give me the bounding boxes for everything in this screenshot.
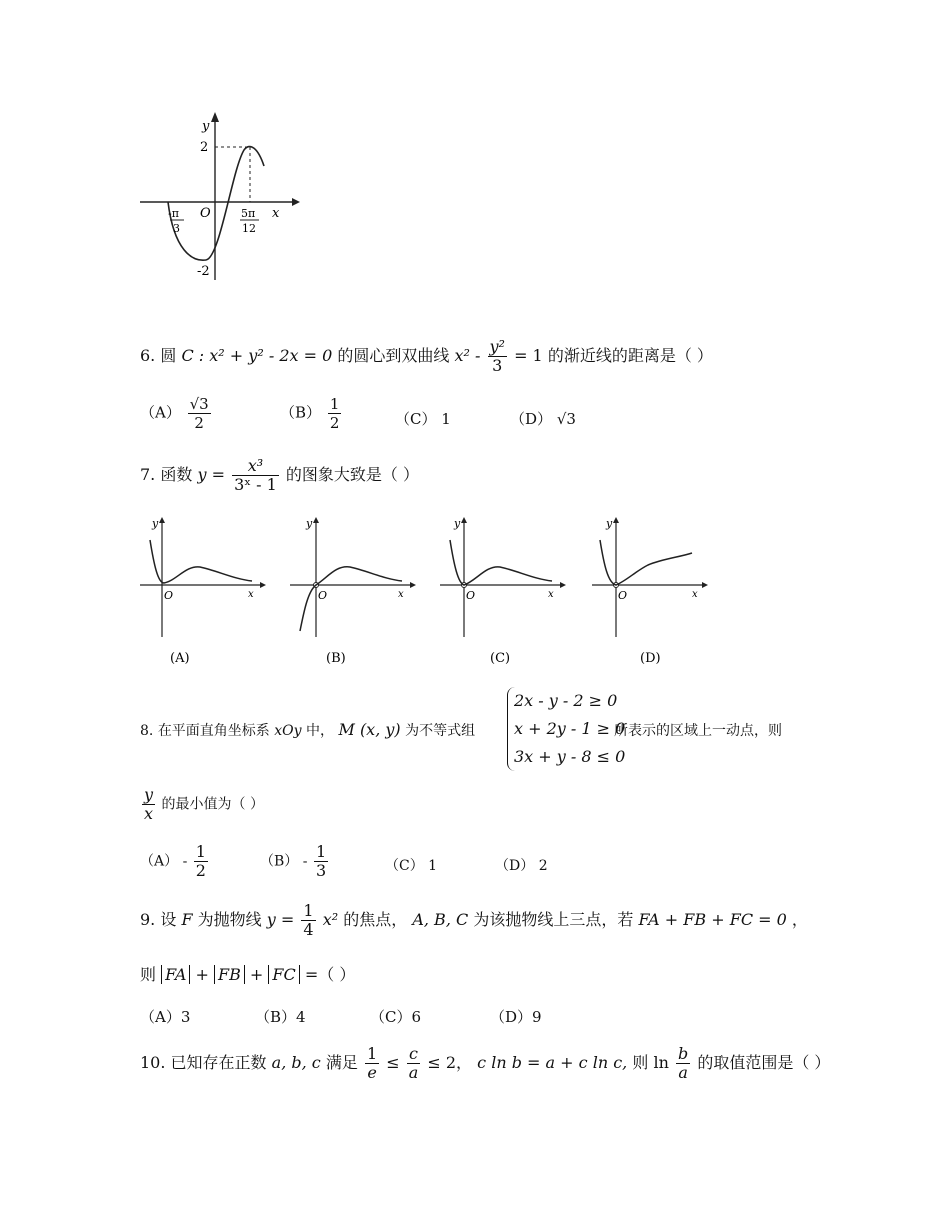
q8-inequality-3: 3x + y - 8 ≤ 0 xyxy=(514,747,626,766)
q9-line2-b: =（ ） xyxy=(304,965,356,984)
q6-text-a: 圆 xyxy=(160,346,177,365)
q8-option-d-label: （D） xyxy=(495,858,535,874)
q10-f3-num: b xyxy=(677,1044,689,1063)
q8-ratio-fraction xyxy=(142,786,155,823)
q7-text-a: 函数 xyxy=(160,465,193,484)
q9-focus: F xyxy=(181,910,193,929)
q10-f1-num: 1 xyxy=(366,1044,378,1063)
q9-plus-1: + xyxy=(195,965,209,984)
question-8-line2 xyxy=(140,786,264,823)
q9-text-a: 设 xyxy=(160,910,177,929)
q7-number: 7. xyxy=(140,465,156,484)
q6-option-a-num: √3 xyxy=(189,395,209,413)
question-9-line1 xyxy=(140,902,808,939)
q10-text-a: 已知存在正数 xyxy=(170,1053,267,1072)
q8-option-b-sign: - xyxy=(302,853,308,870)
q9-text-c: 的焦点， xyxy=(343,910,408,929)
q9-line2-a: 则 xyxy=(140,965,157,984)
q10-text-c: 则 xyxy=(632,1053,649,1072)
q9-abs-fa: FA xyxy=(161,965,190,984)
q8-option-a-fraction xyxy=(194,843,208,880)
q8-option-a xyxy=(140,843,210,880)
q10-equation: c ln b = a + c ln c, xyxy=(477,1053,628,1072)
q7-text-b: 的图象大致是（ ） xyxy=(285,465,419,484)
q6-text-c: 的渐近线的距离是（ ） xyxy=(547,346,713,365)
sine-graph-figure xyxy=(140,110,300,290)
q6-option-a-den: 2 xyxy=(194,414,204,432)
q8-option-d-value: 2 xyxy=(538,858,548,874)
q6-text-b: 的圆心到双曲线 xyxy=(337,346,450,365)
sine-x-left-num: -π xyxy=(168,207,179,220)
q6-option-a xyxy=(140,395,213,432)
q6-option-d-label: （D） xyxy=(510,410,553,428)
q10-f2-num: c xyxy=(407,1045,421,1064)
q8-option-a-den: 2 xyxy=(195,861,206,880)
q6-option-b xyxy=(280,395,343,432)
q10-fraction-3 xyxy=(676,1045,690,1082)
q6-option-b-den: 2 xyxy=(329,414,340,432)
q10-f2-den: a xyxy=(408,1063,419,1082)
sine-x-label: x xyxy=(272,206,280,221)
q8-option-c-value: 1 xyxy=(428,858,438,874)
q7-b-o: O xyxy=(318,589,328,602)
q8-option-a-num: 1 xyxy=(195,842,206,861)
q6-option-c-label: （C） xyxy=(395,410,437,428)
q9-plus-2: + xyxy=(249,965,264,984)
q6-option-b-fraction xyxy=(328,395,342,432)
q6-hyp-num: y² xyxy=(489,337,505,356)
question-10 xyxy=(140,1045,830,1082)
q9-text-d: 为该抛物线上三点，若 xyxy=(473,910,634,929)
q8-option-d xyxy=(495,855,548,875)
q8-point: M (x, y) xyxy=(338,720,401,739)
q10-le: ≤ xyxy=(386,1053,400,1072)
q8-option-b-label: （B） xyxy=(260,853,299,870)
sine-graph-svg xyxy=(140,110,300,290)
q8-option-a-sign: - xyxy=(182,853,188,870)
question-6 xyxy=(140,338,713,375)
q8-inequality-system xyxy=(507,687,625,771)
question-9-line2 xyxy=(140,962,355,985)
q8-ratio-den: x xyxy=(144,804,154,823)
q9-frac-den: 4 xyxy=(303,920,314,939)
q6-option-d-value: √3 xyxy=(556,410,576,428)
q10-number: 10. xyxy=(140,1053,166,1072)
q8-text-d: 所表示的区域上一动点，则 xyxy=(614,723,782,739)
question-8-line1 xyxy=(140,720,475,740)
q8-text-c: 为不等式组 xyxy=(405,723,476,739)
q6-circle-equation: C : x² + y² - 2x = 0 xyxy=(181,346,333,365)
q8-xoy: xOy xyxy=(274,723,302,739)
q6-hyperbola-left: x² - xyxy=(454,346,481,365)
q7-b-y: y xyxy=(306,517,313,530)
q7-b-x: x xyxy=(398,589,404,600)
q10-le2: ≤ 2， xyxy=(427,1053,473,1072)
q9-points: A, B, C xyxy=(412,910,469,929)
q7-graphs-svg xyxy=(140,515,730,675)
q9-eq-right: x² xyxy=(322,910,339,929)
q9-text-b: 为抛物线 xyxy=(197,910,262,929)
q6-option-a-fraction xyxy=(188,395,211,432)
q7-den: 3ˣ - 1 xyxy=(234,475,277,494)
q8-option-c xyxy=(385,855,437,875)
q10-text-d: 的取值范围是（ ） xyxy=(697,1053,831,1072)
q9-eq-left: y = xyxy=(266,910,295,929)
sine-y-label: y xyxy=(202,119,210,134)
q9-option-b: （B）4 xyxy=(255,1008,306,1026)
q8-option-b-den: 3 xyxy=(315,861,327,880)
q7-graphs xyxy=(140,515,730,675)
q7-graph-d-label: (D) xyxy=(640,651,661,666)
q7-graph-b xyxy=(290,517,416,666)
q8-text-b: 中， xyxy=(306,723,335,739)
q6-hyp-den: 3 xyxy=(492,356,503,375)
sine-y-max-label: 2 xyxy=(200,140,209,155)
q9-option-d: （D）9 xyxy=(490,1008,542,1026)
q7-graph-c-label: (C) xyxy=(490,651,511,666)
q9-vector-equation: FA + FB + FC = 0 xyxy=(638,910,787,929)
sine-x-right-den: 12 xyxy=(242,222,256,235)
q8-option-a-label: （A） xyxy=(140,853,179,870)
q9-abs-fc: FC xyxy=(268,965,299,984)
q10-fraction-1 xyxy=(365,1045,379,1082)
q10-fraction-2 xyxy=(407,1045,421,1082)
q6-option-c xyxy=(395,408,451,429)
q8-text-d-wrap xyxy=(614,720,782,740)
sine-x-left-den: 3 xyxy=(173,222,180,235)
q6-hyperbola-right: = 1 xyxy=(514,346,543,365)
q9-number: 9. xyxy=(140,910,156,929)
q7-graph-b-label: (B) xyxy=(326,651,346,666)
q10-vars: a, b, c xyxy=(271,1053,321,1072)
q7-function-fraction xyxy=(232,457,279,494)
q7-graph-c xyxy=(440,517,566,666)
q7-d-o: O xyxy=(618,589,628,602)
q9-parabola-fraction xyxy=(301,902,315,939)
q7-c-y: y xyxy=(454,517,461,530)
q7-eq-left: y = xyxy=(197,465,225,484)
q9-text-e: ， xyxy=(791,910,808,929)
q6-option-c-value: 1 xyxy=(441,410,451,428)
q8-option-b xyxy=(260,843,330,880)
q6-option-d xyxy=(510,408,576,429)
q7-graph-a-label: (A) xyxy=(170,651,190,666)
q10-ln: ln xyxy=(653,1053,669,1072)
q10-f3-den: a xyxy=(678,1063,688,1082)
q9-option-a: （A）3 xyxy=(140,1008,191,1026)
q7-c-x: x xyxy=(548,589,554,600)
q7-a-o: O xyxy=(164,589,174,602)
q7-graph-d xyxy=(592,517,708,666)
q6-option-b-label: （B） xyxy=(280,403,322,422)
q7-c-o: O xyxy=(466,589,476,602)
q10-text-b: 满足 xyxy=(325,1053,358,1072)
q6-option-b-num: 1 xyxy=(329,395,340,413)
q6-number: 6. xyxy=(140,346,156,365)
q8-text-e: 的最小值为（ ） xyxy=(161,796,264,813)
q8-ratio-num: y xyxy=(144,785,154,804)
q7-d-y: y xyxy=(606,517,613,530)
sine-origin-label: O xyxy=(200,206,211,221)
q8-number: 8. xyxy=(140,723,154,739)
q8-option-b-fraction xyxy=(314,843,328,880)
q8-inequality-2: x + 2y - 1 ≥ 0 xyxy=(514,719,626,738)
q6-option-a-label: （A） xyxy=(140,403,181,422)
q9-abs-fb: FB xyxy=(214,965,245,984)
question-7 xyxy=(140,457,419,494)
q7-d-x: x xyxy=(692,589,698,600)
sine-y-min-label: -2 xyxy=(197,264,210,279)
q6-hyperbola-fraction xyxy=(488,338,507,375)
sine-x-right-num: 5π xyxy=(241,207,256,220)
q8-option-c-label: （C） xyxy=(385,858,424,874)
q7-graph-a xyxy=(140,517,266,666)
q7-a-y: y xyxy=(152,517,159,530)
q9-frac-num: 1 xyxy=(303,901,314,920)
q7-num: x³ xyxy=(232,457,279,476)
q8-inequality-1: 2x - y - 2 ≥ 0 xyxy=(514,691,618,710)
q8-option-b-num: 1 xyxy=(315,842,327,861)
q7-a-x: x xyxy=(248,589,254,600)
q8-text-a: 在平面直角坐标系 xyxy=(157,723,270,739)
q9-option-c: （C）6 xyxy=(370,1008,422,1026)
q10-f1-den: e xyxy=(367,1063,377,1082)
